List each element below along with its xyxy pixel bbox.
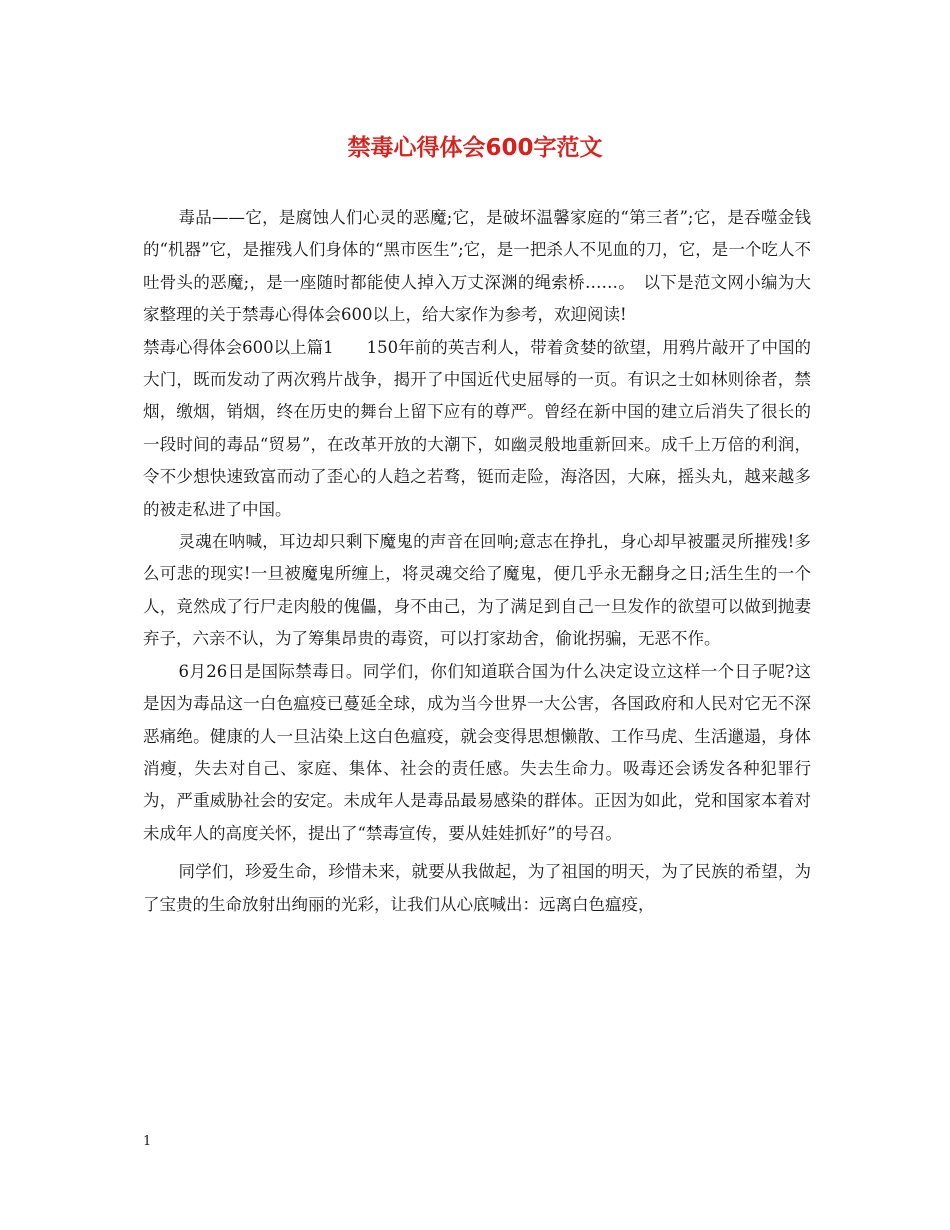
document-title: 禁毒心得体会600字范文 [347, 135, 603, 161]
paragraph-soul: 灵魂在呐喊，耳边却只剩下魔鬼的声音在回响;意志在挣扎，身心却早被噩灵所摧残!多么可悲的现实!一旦被魔鬼所缠上，将灵魂交给了魔鬼，便几乎永无翻身之日;活生生的一个人，竟然成了行尸走肉般的傀儡，身不由己，为了满足到自己一旦发作的欲望可以做到抛妻弃子，六亲不认，为了筹集昂贵的毒资，可以打家劫舍，偷讹拐骗，无恶不作。 [143, 532, 811, 649]
document-body [143, 202, 811, 921]
paragraph-drug-day: 6月26日是国际禁毒日。同学们，你们知道联合国为什么决定设立这样一个日子呢?这是因为毒品这一白色瘟疫已蔓延全球，成为当今世界一大公害，各国政府和人民对它无不深恶痛绝。健康的人一旦沾染上这白色瘟疫，就会变得思想懒散、工作马虎、生活邋遢，身体消瘦，失去对自己、家庭、集体、社会的责任感。失去生命力。吸毒还会诱发各种犯罪行为，严重威胁社会的安定。未成年人是毒品最易感染的群体。正因为如此，党和国家本着对未成年人的高度关怀，提出了“禁毒宣传，要从娃娃抓好”的号召。 [143, 661, 811, 843]
page-number: 1 [143, 1134, 152, 1149]
paragraph-intro: 毒品——它，是腐蚀人们心灵的恶魔;它，是破坏温馨家庭的“第三者”;它，是吞噬金钱的“机器”它，是摧残人们身体的“黑市医生”;它，是一把杀人不见血的刀，它，是一个吃人不吐骨头的恶魔;，是一座随时都能使人掉入万丈深渊的绳索桥……。 以下是范文网小编为大家整理的关于禁毒心得体会600以上，给大家作为参考，欢迎阅读! [143, 208, 811, 325]
paragraph-call-to-action: 同学们，珍爱生命，珍惜未来，就要从我做起，为了祖国的明天，为了民族的希望，为了宝贵的生命放射出绚丽的光彩，让我们从心底喊出：远离白色瘟疫， [143, 862, 811, 914]
paragraph-section-1: 禁毒心得体会600以上篇1 150年前的英吉利人，带着贪婪的欲望，用鸦片敲开了中国的大门，既而发动了两次鸦片战争，揭开了中国近代史屈辱的一页。有识之士如林则徐者，禁烟，缴烟，销烟，终在历史的舞台上留下应有的尊严。曾经在新中国的建立后消失了很长的一段时间的毒品“贸易”，在改革开放的大潮下，如幽灵般地重新回来。成千上万倍的利润，令不少想快速致富而动了歪心的人趋之若骛，铤而走险，海洛因，大麻，摇头丸，越来越多的被走私进了中国。 [143, 337, 811, 519]
